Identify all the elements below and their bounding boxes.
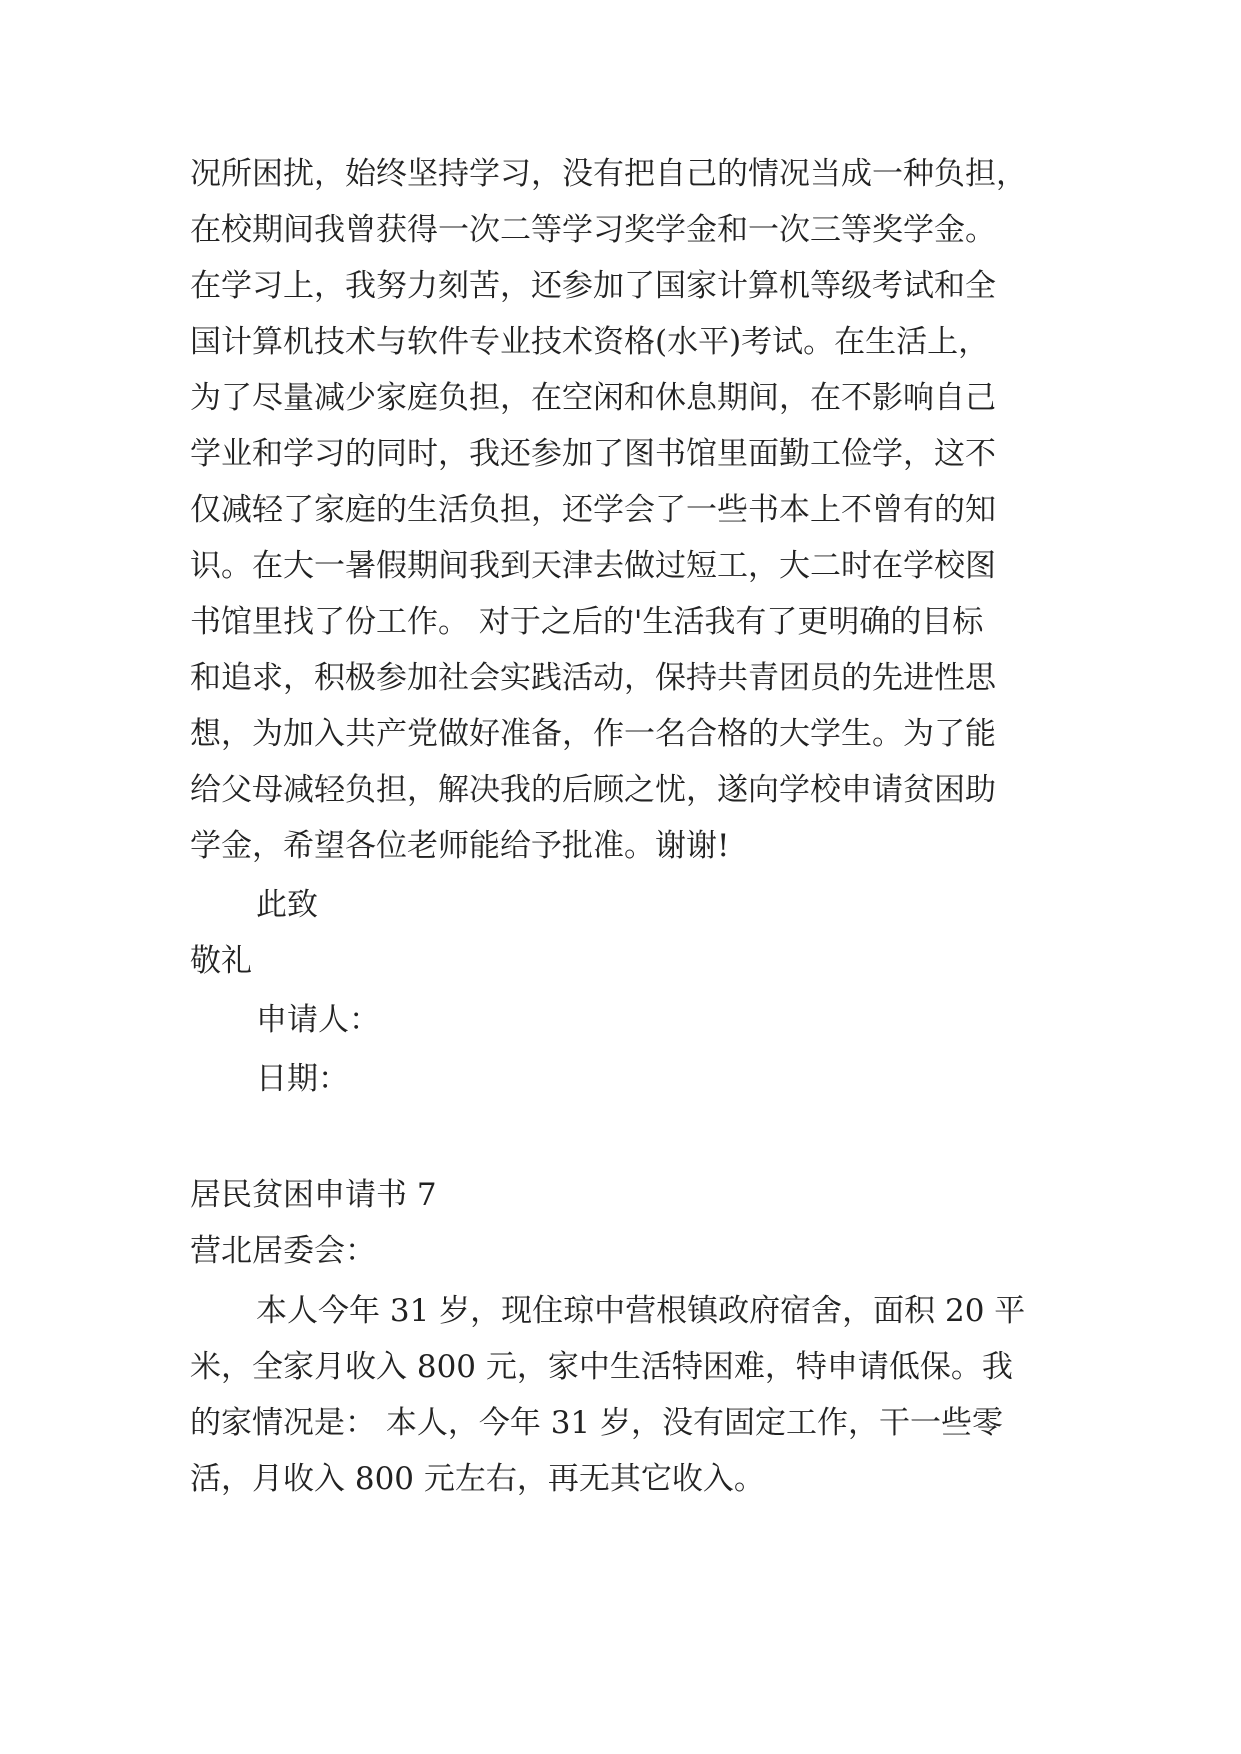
body-line: 识。在大一暑假期间我到天津去做过短工，大二时在学校图 — [190, 548, 996, 584]
body-line: 学业和学习的同时，我还参加了图书馆里面勤工俭学，这不 — [190, 436, 996, 472]
body-line: 的家情况是： 本人，今年 31 岁，没有固定工作，干一些零 — [190, 1405, 1004, 1441]
body-line: 想，为加入共产党做好准备，作一名合格的大学生。为了能 — [190, 716, 996, 752]
body-line: 本人今年 31 岁，现住琼中营根镇政府宿舍，面积 20 平 — [256, 1293, 1026, 1329]
body-line: 为了尽量减少家庭负担，在空闲和休息期间，在不影响自己 — [190, 380, 996, 416]
section-title: 居民贫困申请书 7 — [190, 1177, 437, 1213]
body-line: 学金，希望各位老师能给予批准。谢谢! — [190, 828, 730, 864]
body-line: 在校期间我曾获得一次二等学习奖学金和一次三等奖学金。 — [190, 212, 996, 248]
body-line: 和追求，积极参加社会实践活动，保持共青团员的先进性思 — [190, 660, 996, 696]
body-line: 书馆里找了份工作。 对于之后的'生活我有了更明确的目标 — [190, 604, 984, 640]
closing-salutation: 此致 — [256, 887, 318, 923]
body-line: 国计算机技术与软件专业技术资格(水平)考试。在生活上， — [190, 324, 990, 360]
applicant-label: 申请人： — [256, 1002, 380, 1038]
date-label: 日期： — [256, 1061, 349, 1097]
body-line: 米，全家月收入 800 元，家中生活特困难，特申请低保。我 — [190, 1349, 1013, 1385]
body-line: 给父母减轻负担，解决我的后顾之忧，遂向学校申请贫困助 — [190, 772, 996, 808]
addressee: 营北居委会： — [190, 1233, 376, 1269]
body-line: 仅减轻了家庭的生活负担，还学会了一些书本上不曾有的知 — [190, 492, 996, 528]
body-line: 况所困扰，始终坚持学习，没有把自己的情况当成一种负担， — [190, 156, 1027, 192]
closing-regards: 敬礼 — [190, 943, 252, 979]
body-line: 在学习上，我努力刻苦，还参加了国家计算机等级考试和全 — [190, 268, 996, 304]
body-line: 活，月收入 800 元左右，再无其它收入。 — [190, 1461, 765, 1497]
